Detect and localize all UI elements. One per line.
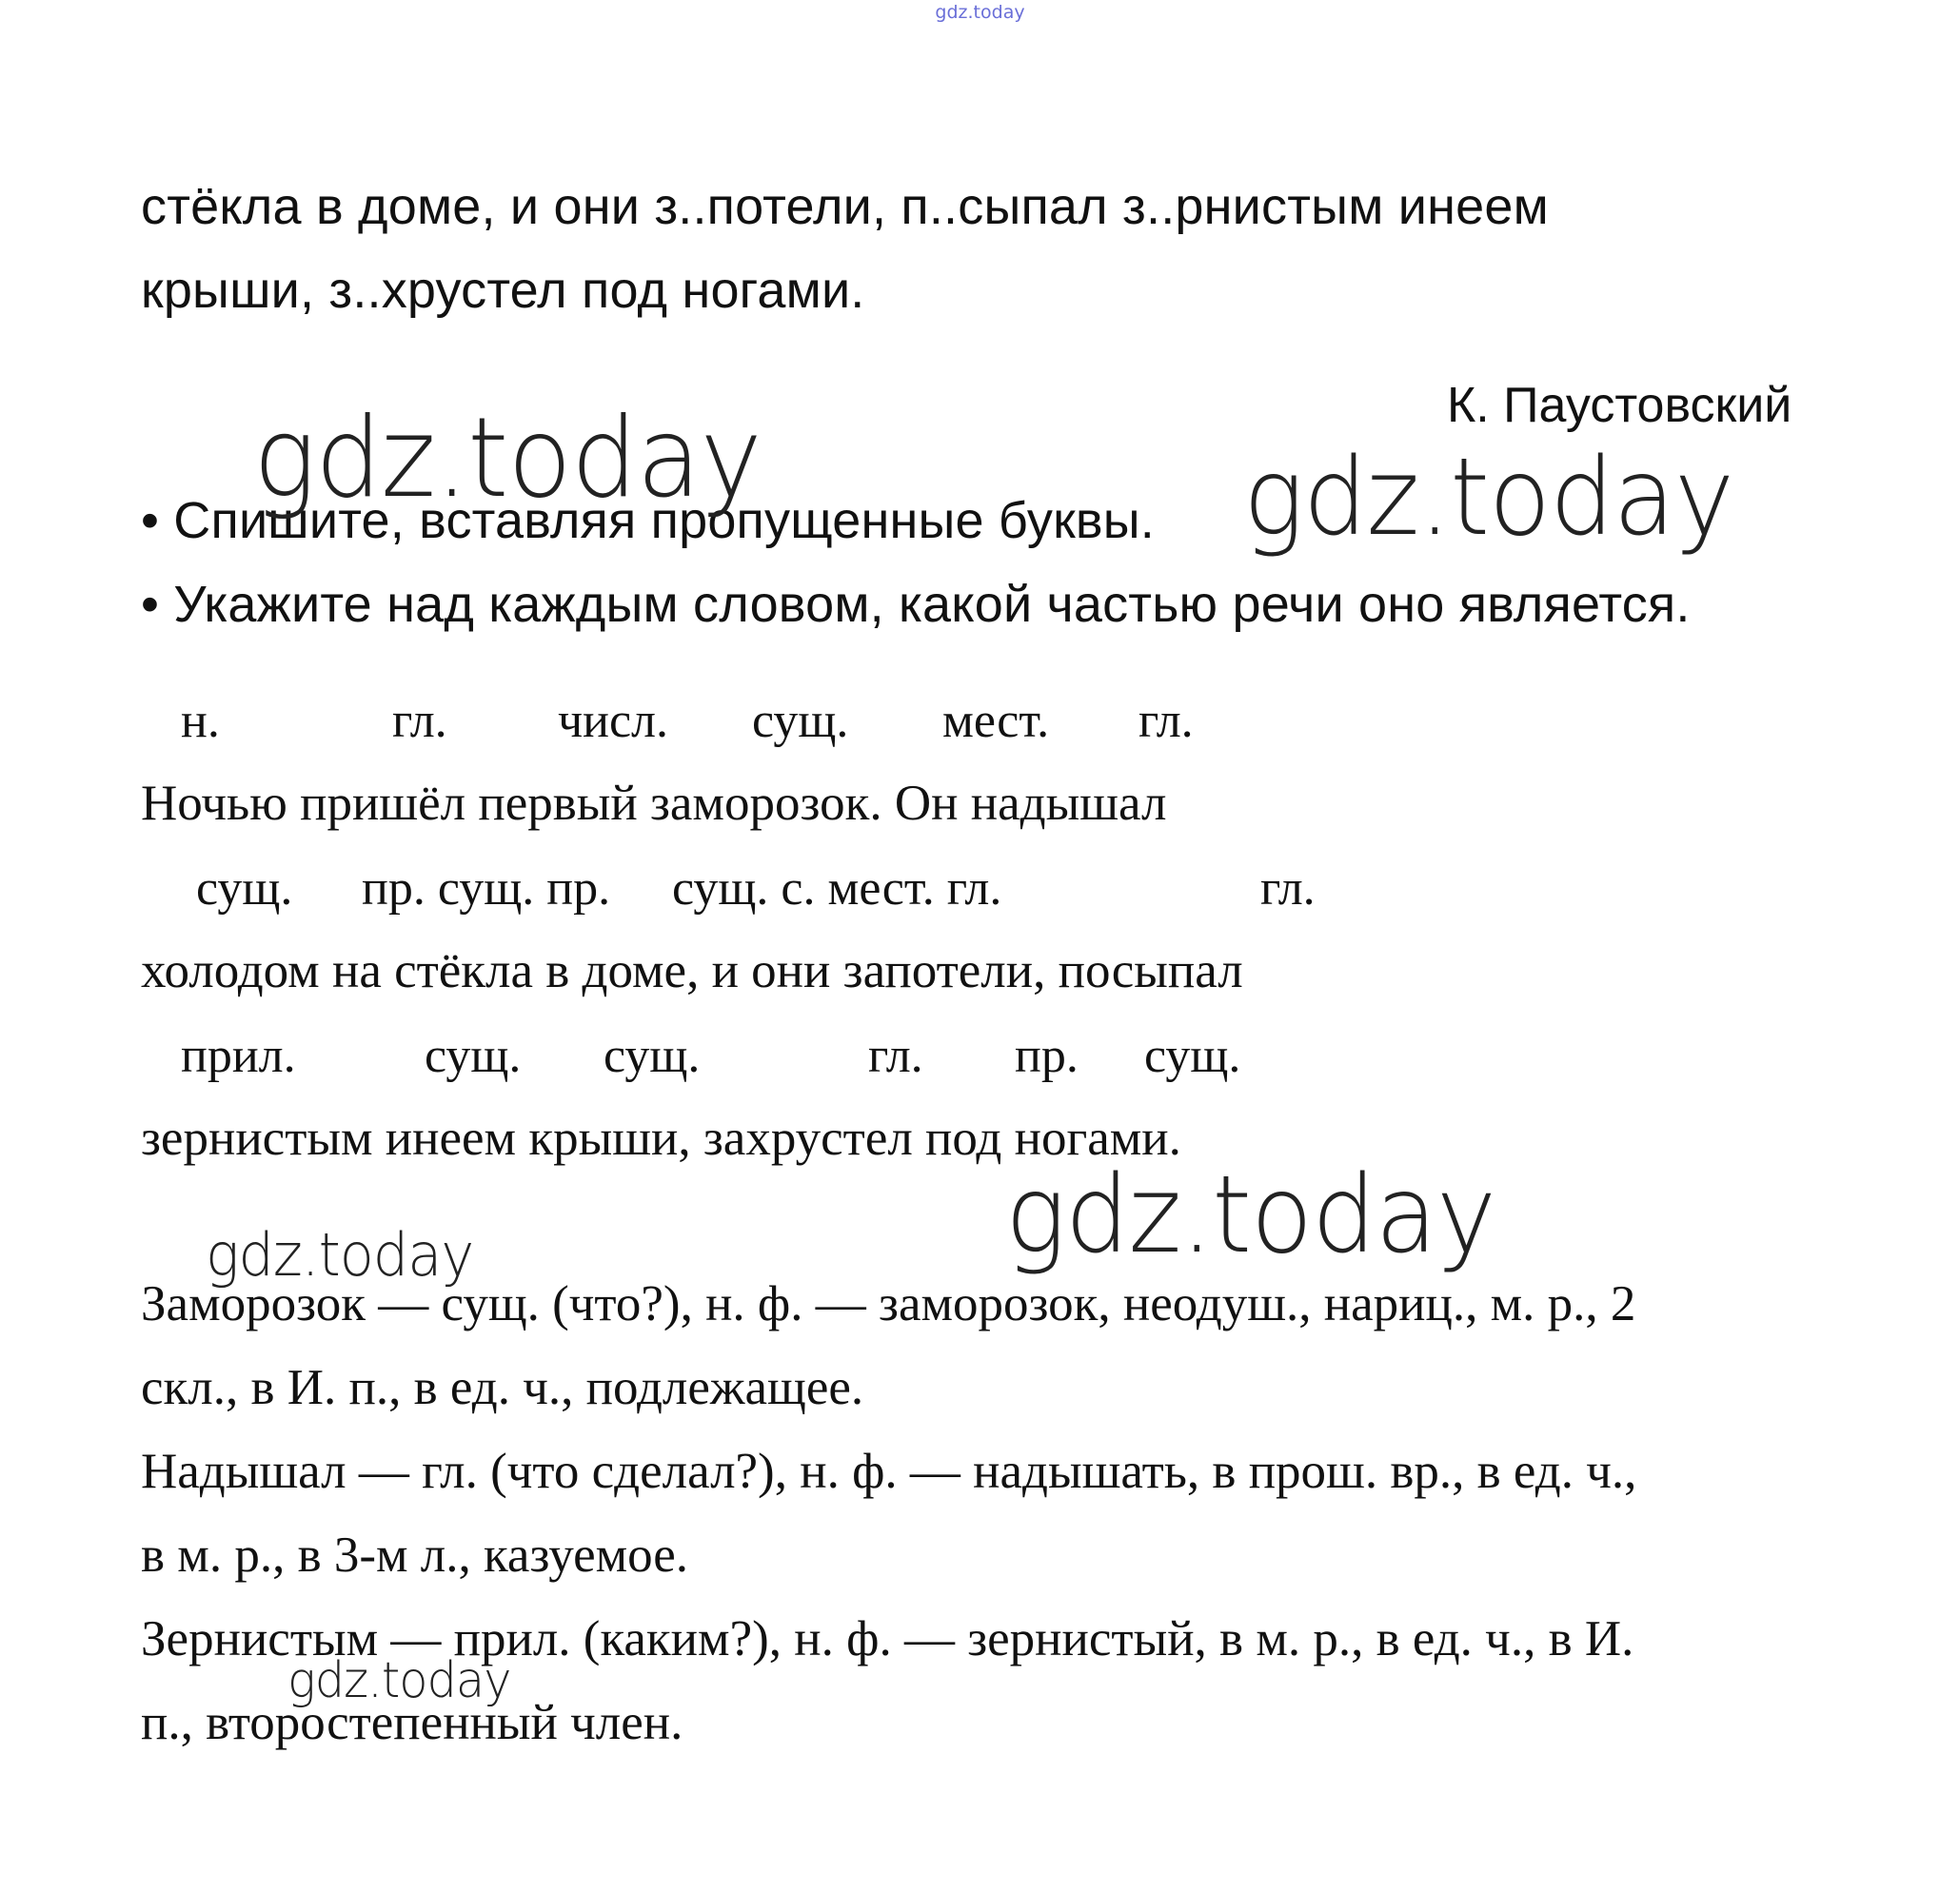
- pos-label: сущ.: [752, 694, 849, 748]
- pos-label: гл.: [1260, 861, 1316, 916]
- watermark: gdz.today: [1243, 436, 1734, 560]
- watermark: gdz.today: [206, 1220, 474, 1290]
- pos-label: числ.: [558, 694, 669, 748]
- answer-sentence-3: зернистым инеем крыши, захрустел под ногами.: [141, 1111, 1181, 1166]
- analysis-line: в м. р., в 3-м л., казуемое.: [141, 1528, 689, 1583]
- analysis-line: Заморозок — сущ. (что?), н. ф. — заморозок, неодуш., нариц., м. р., 2: [141, 1276, 1636, 1331]
- pos-label: гл.: [392, 694, 447, 748]
- pos-label: сущ.: [604, 1029, 701, 1083]
- author-name: К. Паустовский: [1447, 378, 1792, 433]
- pos-label: гл.: [1138, 694, 1194, 748]
- watermark: gdz.today: [1005, 1154, 1496, 1277]
- analysis-line: п., второстепенный член.: [141, 1695, 683, 1750]
- task-1: • Спишите, вставляя пропущенные буквы.: [141, 492, 1156, 549]
- top-watermark: gdz.today: [935, 2, 1025, 23]
- pos-label: н.: [181, 694, 220, 748]
- pos-label: сущ.: [425, 1029, 522, 1083]
- analysis-line: Надышал — гл. (что сделал?), н. ф. — надышать, в прош. вр., в ед. ч.,: [141, 1444, 1637, 1499]
- pos-label: мест.: [942, 694, 1050, 748]
- watermark: gdz.today: [253, 394, 762, 523]
- pos-label: пр. сущ. пр.: [362, 861, 611, 916]
- pos-label: пр.: [1015, 1029, 1079, 1083]
- pos-label: прил.: [181, 1029, 296, 1083]
- watermark: gdz.today: [287, 1652, 511, 1709]
- answer-sentence-1: Ночью пришёл первый заморозок. Он надышал: [141, 776, 1167, 831]
- task-2: • Укажите над каждым словом, какой частью речи оно является.: [141, 576, 1691, 633]
- pos-label: гл.: [868, 1029, 923, 1083]
- analysis-line: скл., в И. п., в ед. ч., подлежащее.: [141, 1360, 864, 1415]
- analysis-line: Зернистым — прил. (каким?), н. ф. — зернистый, в м. р., в ед. ч., в И.: [141, 1611, 1634, 1666]
- pos-label: сущ.: [196, 861, 293, 916]
- pos-label: сущ.: [1144, 1029, 1241, 1083]
- answer-sentence-2: холодом на стёкла в доме, и они запотели, посыпал: [141, 943, 1243, 998]
- pos-label: сущ. с. мест. гл.: [672, 861, 1002, 916]
- exercise-line-2: крыши, з..хрустел под ногами.: [141, 262, 865, 319]
- exercise-line-1: стёкла в доме, и они з..потели, п..сыпал з..рнистым инеем: [141, 178, 1549, 235]
